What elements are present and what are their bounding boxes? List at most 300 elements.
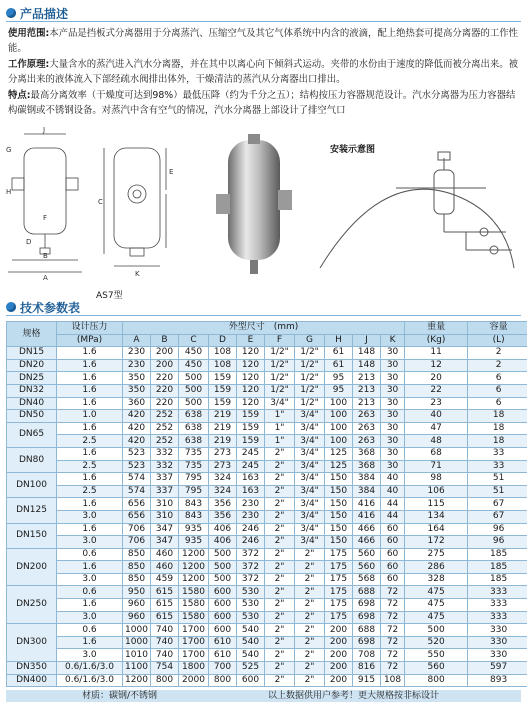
table-row bbox=[7, 347, 527, 360]
cell-dim: 1" bbox=[265, 410, 295, 423]
cell-dim: 72 bbox=[381, 662, 405, 675]
cell-weight: 47 bbox=[405, 422, 468, 435]
cell-dim: 795 bbox=[179, 485, 209, 498]
installation-diagram bbox=[316, 150, 522, 280]
cell-dim: 600 bbox=[209, 586, 237, 599]
cell-dim: 30 bbox=[381, 435, 405, 448]
cell-dim: 72 bbox=[381, 586, 405, 599]
cell-pressure: 1.6 bbox=[57, 384, 123, 397]
cell-dim: 347 bbox=[151, 523, 179, 536]
section-bullet-icon bbox=[6, 8, 16, 18]
cell-dim: 30 bbox=[381, 422, 405, 435]
cell-weight: 23 bbox=[405, 397, 468, 410]
feature-text: 最高分离效率（干燥度可达到98%）最低压降（约为千分之五）；结构按压力容器规范设计。汽水分离器为压力容器结构碳钢或不锈钢设备。对蒸汽中含有空气的情况，汽水分离器上部设计了排空气口 bbox=[8, 90, 516, 116]
cell-dim: 540 bbox=[237, 636, 265, 649]
cell-dim: 740 bbox=[151, 636, 179, 649]
cell-dim: 706 bbox=[123, 523, 151, 536]
cell-dim: 1200 bbox=[179, 573, 209, 586]
cell-dim: 120 bbox=[237, 397, 265, 410]
cell-weight: 115 bbox=[405, 498, 468, 511]
cell-dim: 108 bbox=[209, 347, 237, 360]
cell-dim: 698 bbox=[353, 636, 381, 649]
header-dim-col: D bbox=[209, 334, 237, 347]
cell-dim: 61 bbox=[325, 359, 353, 372]
cell-dim: 638 bbox=[179, 422, 209, 435]
cell-dim: 2" bbox=[265, 586, 295, 599]
cell-dim: 754 bbox=[151, 662, 179, 675]
cell-dim: 120 bbox=[237, 359, 265, 372]
cell-dim: 263 bbox=[353, 422, 381, 435]
cell-model: DN32 bbox=[7, 384, 57, 397]
cell-dim: 2" bbox=[265, 498, 295, 511]
cell-dim: 735 bbox=[179, 447, 209, 460]
cell-dim: 406 bbox=[209, 536, 237, 549]
cell-volume: 333 bbox=[468, 586, 527, 599]
cell-weight: 550 bbox=[405, 649, 468, 662]
cell-dim: 100 bbox=[325, 397, 353, 410]
header-volume-unit: (L) bbox=[468, 334, 527, 347]
cell-dim: 2" bbox=[295, 561, 325, 574]
cell-volume: 33 bbox=[468, 460, 527, 473]
cell-dim: 2" bbox=[295, 573, 325, 586]
table-row bbox=[7, 662, 527, 675]
cell-dim: 159 bbox=[237, 422, 265, 435]
cell-dim: 360 bbox=[123, 397, 151, 410]
cell-dim: 337 bbox=[151, 473, 179, 486]
cell-dim: 2" bbox=[265, 573, 295, 586]
cell-dim: 44 bbox=[381, 510, 405, 523]
table-row bbox=[7, 359, 527, 372]
dim-label-B: B bbox=[43, 252, 48, 260]
cell-dim: 1200 bbox=[123, 674, 151, 687]
cell-model: DN20 bbox=[7, 359, 57, 372]
dim-label-G: G bbox=[6, 146, 12, 154]
cell-dim: 420 bbox=[123, 410, 151, 423]
header-volume: 容量 bbox=[468, 322, 527, 335]
principle-label: 工作原理: bbox=[8, 59, 50, 70]
table-row bbox=[7, 536, 527, 549]
cell-dim: 356 bbox=[209, 498, 237, 511]
cell-dim: 200 bbox=[151, 359, 179, 372]
cell-dim: 2" bbox=[265, 599, 295, 612]
dim-label-K: K bbox=[135, 270, 140, 278]
cell-dim: 372 bbox=[237, 548, 265, 561]
cell-dim: 2" bbox=[295, 624, 325, 637]
cell-pressure: 3.0 bbox=[57, 573, 123, 586]
cell-dim: 148 bbox=[353, 359, 381, 372]
cell-volume: 51 bbox=[468, 473, 527, 486]
cell-dim: 175 bbox=[325, 611, 353, 624]
cell-dim: 638 bbox=[179, 410, 209, 423]
cell-dim: 3/4" bbox=[295, 498, 325, 511]
cell-weight: 164 bbox=[405, 523, 468, 536]
cell-pressure: 1.6 bbox=[57, 397, 123, 410]
cell-weight: 475 bbox=[405, 599, 468, 612]
cell-dim: 1/2" bbox=[295, 347, 325, 360]
cell-dim: 30 bbox=[381, 410, 405, 423]
cell-dim: 150 bbox=[325, 510, 353, 523]
cell-volume: 18 bbox=[468, 422, 527, 435]
table-row bbox=[7, 397, 527, 410]
cell-pressure: 1.6 bbox=[57, 561, 123, 574]
header-pressure-unit: (MPa) bbox=[57, 334, 123, 347]
header-pressure: 设计压力 bbox=[57, 322, 123, 335]
cell-pressure: 2.5 bbox=[57, 435, 123, 448]
cell-pressure: 3.0 bbox=[57, 510, 123, 523]
cell-dim: 525 bbox=[237, 662, 265, 675]
table-row bbox=[7, 573, 527, 586]
cell-dim: 574 bbox=[123, 485, 151, 498]
cell-dim: 638 bbox=[179, 435, 209, 448]
cell-dim: 163 bbox=[237, 473, 265, 486]
cell-dim: 2" bbox=[265, 536, 295, 549]
cell-dim: 246 bbox=[237, 536, 265, 549]
dim-label-A: A bbox=[43, 274, 48, 282]
cell-dim: 615 bbox=[151, 599, 179, 612]
cell-dim: 915 bbox=[353, 674, 381, 687]
cell-dim: 2" bbox=[295, 662, 325, 675]
cell-pressure: 1.0 bbox=[57, 410, 123, 423]
table-row bbox=[7, 447, 527, 460]
dimension-drawing bbox=[4, 124, 184, 284]
cell-dim: 960 bbox=[123, 611, 151, 624]
cell-dim: 350 bbox=[123, 372, 151, 385]
cell-model: DN250 bbox=[7, 586, 57, 624]
table-row bbox=[7, 611, 527, 624]
cell-dim: 150 bbox=[325, 536, 353, 549]
section-divider bbox=[6, 315, 521, 316]
cell-dim: 40 bbox=[381, 485, 405, 498]
cell-volume: 2 bbox=[468, 347, 527, 360]
cell-dim: 2" bbox=[265, 485, 295, 498]
cell-dim: 2" bbox=[295, 548, 325, 561]
cell-dim: 175 bbox=[325, 561, 353, 574]
table-row bbox=[7, 548, 527, 561]
cell-dim: 610 bbox=[209, 649, 237, 662]
cell-dim: 30 bbox=[381, 460, 405, 473]
cell-dim: 332 bbox=[151, 447, 179, 460]
cell-dim: 159 bbox=[237, 435, 265, 448]
cell-volume: 6 bbox=[468, 397, 527, 410]
cell-dim: 850 bbox=[123, 561, 151, 574]
cell-dim: 252 bbox=[151, 410, 179, 423]
cell-dim: 1580 bbox=[179, 586, 209, 599]
cell-dim: 100 bbox=[325, 422, 353, 435]
table-row bbox=[7, 372, 527, 385]
cell-pressure: 2.5 bbox=[57, 460, 123, 473]
cell-dim: 2" bbox=[265, 624, 295, 637]
cell-dim: 200 bbox=[325, 662, 353, 675]
cell-dim: 3/4" bbox=[265, 397, 295, 410]
cell-weight: 12 bbox=[405, 359, 468, 372]
cell-dim: 935 bbox=[179, 536, 209, 549]
table-row bbox=[7, 561, 527, 574]
header-dim-col: B bbox=[151, 334, 179, 347]
section-divider bbox=[6, 21, 521, 22]
cell-dim: 2" bbox=[265, 460, 295, 473]
cell-dim: 1/2" bbox=[295, 397, 325, 410]
cell-model: DN15 bbox=[7, 347, 57, 360]
cell-dim: 120 bbox=[237, 372, 265, 385]
cell-dim: 698 bbox=[353, 599, 381, 612]
cell-dim: 159 bbox=[237, 410, 265, 423]
cell-dim: 220 bbox=[151, 384, 179, 397]
cell-dim: 108 bbox=[209, 359, 237, 372]
cell-dim: 30 bbox=[381, 397, 405, 410]
dim-label-D: D bbox=[26, 238, 32, 246]
cell-model: DN50 bbox=[7, 410, 57, 423]
cell-dim: 384 bbox=[353, 485, 381, 498]
cell-dim: 2" bbox=[295, 649, 325, 662]
cell-model: DN200 bbox=[7, 548, 57, 586]
table-row bbox=[7, 460, 527, 473]
cell-pressure: 1.6 bbox=[57, 498, 123, 511]
cell-dim: 2" bbox=[295, 611, 325, 624]
table-row bbox=[7, 410, 527, 423]
cell-dim: 372 bbox=[237, 573, 265, 586]
cell-dim: 615 bbox=[151, 586, 179, 599]
cell-pressure: 1.6 bbox=[57, 372, 123, 385]
cell-dim: 1800 bbox=[179, 662, 209, 675]
table-row bbox=[7, 674, 527, 687]
cell-dim: 3/4" bbox=[295, 447, 325, 460]
cell-weight: 71 bbox=[405, 460, 468, 473]
table-row bbox=[7, 435, 527, 448]
cell-dim: 1/2" bbox=[295, 384, 325, 397]
cell-dim: 175 bbox=[325, 548, 353, 561]
cell-dim: 420 bbox=[123, 435, 151, 448]
cell-dim: 735 bbox=[179, 460, 209, 473]
header-weight: 重量 bbox=[405, 322, 468, 335]
install-caption: 安装示意图 bbox=[330, 145, 376, 155]
cell-dim: 540 bbox=[237, 624, 265, 637]
cell-dim: 416 bbox=[353, 498, 381, 511]
cell-dim: 350 bbox=[123, 384, 151, 397]
cell-dim: 960 bbox=[123, 599, 151, 612]
cell-dim: 159 bbox=[209, 372, 237, 385]
cell-dim: 332 bbox=[151, 460, 179, 473]
cell-dim: 800 bbox=[209, 674, 237, 687]
table-row bbox=[7, 636, 527, 649]
cell-dim: 263 bbox=[353, 410, 381, 423]
cell-dim: 1700 bbox=[179, 649, 209, 662]
cell-volume: 33 bbox=[468, 447, 527, 460]
cell-dim: 230 bbox=[123, 359, 151, 372]
cell-dim: 460 bbox=[151, 561, 179, 574]
feature-label: 特点: bbox=[8, 90, 31, 101]
principle-text: 大量含水的蒸汽进入汽水分离器，并在其中以离心向下倾斜式运动。夹带的水份由于速度的降低而被分离出来。被分离出来的液体流入下部经疏水阀排出体外，干燥清洁的蒸汽从分离器出口排出。 bbox=[8, 59, 519, 85]
header-dim-col: E bbox=[237, 334, 265, 347]
cell-dim: 740 bbox=[151, 649, 179, 662]
cell-dim: 2" bbox=[265, 561, 295, 574]
cell-dim: 2" bbox=[265, 523, 295, 536]
cell-dim: 3/4" bbox=[295, 422, 325, 435]
dim-label-J: J bbox=[43, 126, 46, 134]
cell-dim: 60 bbox=[381, 548, 405, 561]
cell-dim: 60 bbox=[381, 561, 405, 574]
cell-dim: 200 bbox=[325, 649, 353, 662]
cell-dim: 2" bbox=[265, 674, 295, 687]
cell-dim: 843 bbox=[179, 498, 209, 511]
cell-weight: 286 bbox=[405, 561, 468, 574]
cell-dim: 30 bbox=[381, 359, 405, 372]
cell-dim: 600 bbox=[237, 674, 265, 687]
cell-pressure: 0.6 bbox=[57, 624, 123, 637]
cell-dim: 246 bbox=[237, 523, 265, 536]
cell-dim: 384 bbox=[353, 473, 381, 486]
cell-weight: 68 bbox=[405, 447, 468, 460]
cell-dim: 1/2" bbox=[265, 384, 295, 397]
cell-pressure: 1.6 bbox=[57, 347, 123, 360]
cell-dim: 2" bbox=[295, 586, 325, 599]
cell-model: DN400 bbox=[7, 674, 57, 687]
cell-dim: 1/2" bbox=[295, 359, 325, 372]
cell-model: DN80 bbox=[7, 447, 57, 472]
header-weight-unit: (Kg) bbox=[405, 334, 468, 347]
cell-volume: 2 bbox=[468, 359, 527, 372]
cell-dim: 219 bbox=[209, 435, 237, 448]
cell-dim: 1" bbox=[265, 422, 295, 435]
cell-dim: 416 bbox=[353, 510, 381, 523]
cell-dim: 600 bbox=[209, 624, 237, 637]
model-caption: AS7型 bbox=[96, 291, 123, 301]
cell-dim: 252 bbox=[151, 435, 179, 448]
cell-dim: 213 bbox=[353, 372, 381, 385]
cell-pressure: 0.6 bbox=[57, 548, 123, 561]
cell-dim: 568 bbox=[353, 573, 381, 586]
dim-label-F: F bbox=[43, 214, 48, 222]
cell-dim: 1010 bbox=[123, 649, 151, 662]
cell-dim: 500 bbox=[179, 372, 209, 385]
dim-label-C: C bbox=[98, 198, 103, 206]
cell-weight: 520 bbox=[405, 636, 468, 649]
cell-dim: 1700 bbox=[179, 636, 209, 649]
header-dim-col: K bbox=[381, 334, 405, 347]
cell-dim: 252 bbox=[151, 422, 179, 435]
header-dim-col: G bbox=[295, 334, 325, 347]
cell-dim: 200 bbox=[325, 624, 353, 637]
cell-dim: 1/2" bbox=[265, 372, 295, 385]
material-note: 材质：碳钢/不锈钢 bbox=[82, 691, 158, 701]
header-dim-col: F bbox=[265, 334, 295, 347]
cell-dim: 1580 bbox=[179, 599, 209, 612]
feature-paragraph bbox=[8, 88, 520, 118]
cell-dim: 3/4" bbox=[295, 410, 325, 423]
table-footer bbox=[6, 690, 521, 702]
cell-dim: 95 bbox=[325, 372, 353, 385]
cell-dim: 72 bbox=[381, 599, 405, 612]
cell-dim: 1000 bbox=[123, 636, 151, 649]
cell-dim: 159 bbox=[209, 384, 237, 397]
cell-volume: 96 bbox=[468, 523, 527, 536]
cell-dim: 2" bbox=[295, 674, 325, 687]
cell-dim: 1000 bbox=[123, 624, 151, 637]
cell-dim: 530 bbox=[237, 586, 265, 599]
cell-pressure: 2.5 bbox=[57, 485, 123, 498]
cell-dim: 200 bbox=[325, 636, 353, 649]
cell-dim: 698 bbox=[353, 611, 381, 624]
cell-dim: 1200 bbox=[179, 548, 209, 561]
cell-model: DN350 bbox=[7, 662, 57, 675]
cell-pressure: 1.6 bbox=[57, 636, 123, 649]
cell-volume: 330 bbox=[468, 624, 527, 637]
cell-dim: 700 bbox=[209, 662, 237, 675]
cell-volume: 333 bbox=[468, 599, 527, 612]
cell-dim: 523 bbox=[123, 460, 151, 473]
cell-volume: 893 bbox=[468, 674, 527, 687]
cell-dim: 310 bbox=[151, 510, 179, 523]
cell-dim: 30 bbox=[381, 347, 405, 360]
header-dim-col: A bbox=[123, 334, 151, 347]
cell-dim: 500 bbox=[209, 561, 237, 574]
cell-dim: 125 bbox=[325, 447, 353, 460]
cell-dim: 230 bbox=[237, 498, 265, 511]
cell-dim: 30 bbox=[381, 447, 405, 460]
table-row bbox=[7, 473, 527, 486]
cell-dim: 600 bbox=[209, 611, 237, 624]
cell-dim: 347 bbox=[151, 536, 179, 549]
cell-dim: 1100 bbox=[123, 662, 151, 675]
cell-dim: 372 bbox=[237, 561, 265, 574]
cell-dim: 850 bbox=[123, 548, 151, 561]
cell-dim: 740 bbox=[151, 624, 179, 637]
cell-dim: 273 bbox=[209, 447, 237, 460]
cell-pressure: 1.6 bbox=[57, 599, 123, 612]
table-row bbox=[7, 523, 527, 536]
cell-dim: 245 bbox=[237, 447, 265, 460]
cell-volume: 67 bbox=[468, 510, 527, 523]
cell-dim: 450 bbox=[179, 347, 209, 360]
principle-paragraph bbox=[8, 57, 520, 87]
cell-model: DN100 bbox=[7, 473, 57, 498]
cell-volume: 185 bbox=[468, 573, 527, 586]
cell-dim: 175 bbox=[325, 573, 353, 586]
section-header-tech bbox=[6, 299, 80, 315]
cell-pressure: 3.0 bbox=[57, 536, 123, 549]
cell-dim: 150 bbox=[325, 498, 353, 511]
cell-dim: 200 bbox=[325, 674, 353, 687]
table-row bbox=[7, 485, 527, 498]
cell-dim: 2" bbox=[265, 636, 295, 649]
cell-dim: 30 bbox=[381, 384, 405, 397]
cell-dim: 324 bbox=[209, 473, 237, 486]
cell-dim: 150 bbox=[325, 485, 353, 498]
cell-dim: 230 bbox=[123, 347, 151, 360]
cell-volume: 6 bbox=[468, 372, 527, 385]
cell-dim: 500 bbox=[179, 384, 209, 397]
cell-dim: 1700 bbox=[179, 624, 209, 637]
usage-paragraph bbox=[8, 26, 520, 56]
cell-dim: 560 bbox=[353, 561, 381, 574]
table-row bbox=[7, 384, 527, 397]
cell-dim: 108 bbox=[381, 674, 405, 687]
cell-pressure: 1.6 bbox=[57, 359, 123, 372]
cell-volume: 67 bbox=[468, 498, 527, 511]
table-row bbox=[7, 498, 527, 511]
cell-dim: 2" bbox=[265, 510, 295, 523]
separator-product-image bbox=[212, 134, 296, 278]
cell-dim: 1/2" bbox=[295, 372, 325, 385]
cell-weight: 20 bbox=[405, 372, 468, 385]
cell-volume: 330 bbox=[468, 649, 527, 662]
cell-dim: 530 bbox=[237, 599, 265, 612]
cell-dim: 2" bbox=[265, 447, 295, 460]
cell-model: DN65 bbox=[7, 422, 57, 447]
cell-volume: 333 bbox=[468, 611, 527, 624]
header-model: 规格 bbox=[7, 322, 57, 347]
cell-dim: 3/4" bbox=[295, 460, 325, 473]
cell-dim: 500 bbox=[179, 397, 209, 410]
